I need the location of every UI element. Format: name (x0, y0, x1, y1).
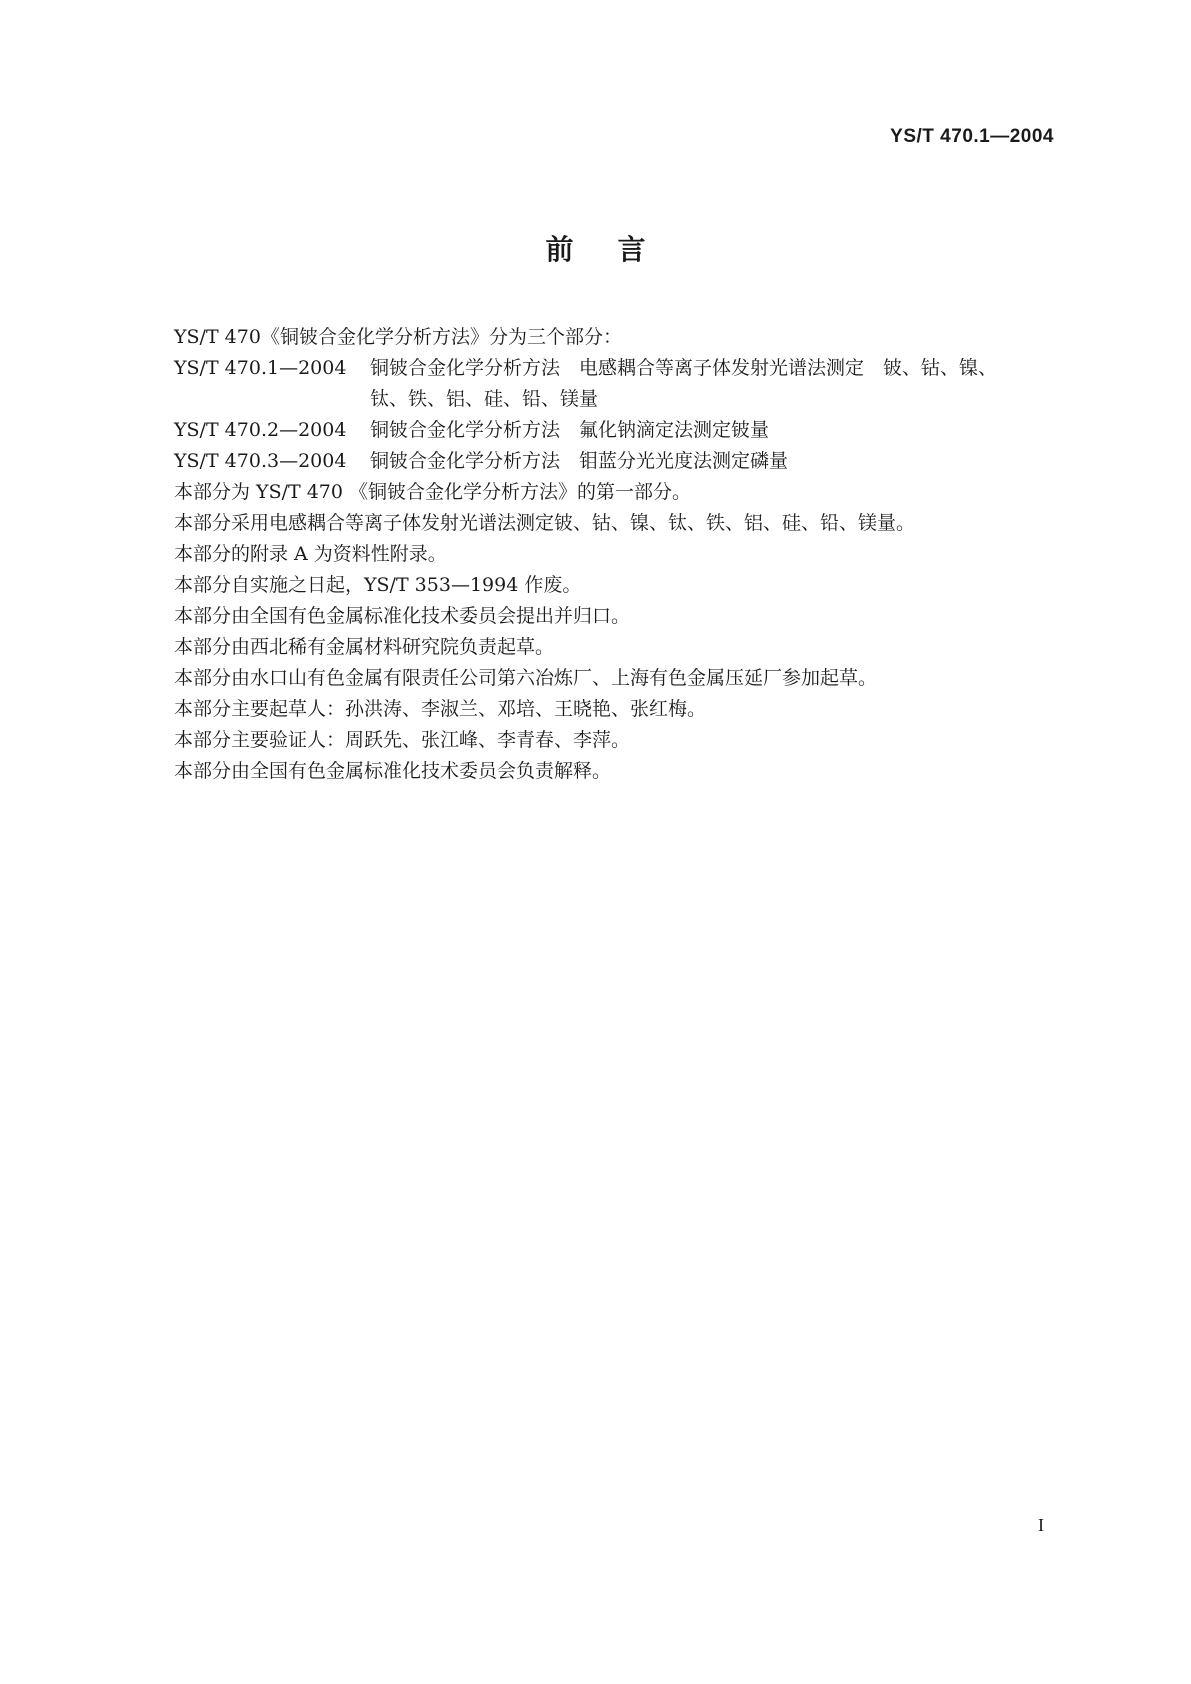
paragraph: 本部分由水口山有色金属有限责任公司第六冶炼厂、上海有色金属压延厂参加起草。 (174, 667, 878, 689)
paragraph: 本部分采用电感耦合等离子体发射光谱法测定铍、钴、镍、钛、铁、铝、硅、铅、镁量。 (174, 512, 916, 534)
part-entry-2 (174, 415, 1054, 446)
part-description (370, 353, 1054, 415)
paragraph: 本部分由全国有色金属标准化技术委员会负责解释。 (174, 760, 612, 782)
paragraph: 本部分的附录 A 为资料性附录。 (174, 543, 447, 565)
paragraph: 本部分主要起草人：孙洪涛、李淑兰、邓培、王晓艳、张红梅。 (174, 698, 707, 720)
part-code: YS/T 470.1—2004 (174, 357, 347, 379)
part-code: YS/T 470.2—2004 (174, 419, 347, 441)
part-entry-3 (174, 446, 1054, 477)
paragraph: 本部分由西北稀有金属材料研究院负责起草。 (174, 636, 555, 658)
part-code: YS/T 470.3—2004 (174, 450, 347, 472)
paragraph: 本部分主要验证人：周跃先、张江峰、李青春、李萍。 (174, 729, 631, 751)
part-description-line: 铜铍合金化学分析方法 电感耦合等离子体发射光谱法测定 铍、钴、镍、 (370, 357, 998, 379)
intro-paragraph: YS/T 470《铜铍合金化学分析方法》分为三个部分： (174, 326, 622, 348)
part-description-line: 钛、铁、铝、硅、铅、镁量 (370, 388, 599, 410)
standard-code-header: YS/T 470.1—2004 (890, 126, 1054, 147)
page-title: 前言 (545, 233, 690, 266)
part-entry-1 (174, 353, 1054, 415)
part-description: 铜铍合金化学分析方法 钼蓝分光光度法测定磷量 (370, 450, 789, 472)
foreword-body (174, 322, 1054, 787)
paragraph: 本部分为 YS/T 470 《铜铍合金化学分析方法》的第一部分。 (174, 481, 692, 503)
part-description: 铜铍合金化学分析方法 氟化钠滴定法测定铍量 (370, 419, 770, 441)
page-number: I (1038, 1515, 1044, 1535)
paragraph: 本部分由全国有色金属标准化技术委员会提出并归口。 (174, 605, 631, 627)
paragraph: 本部分自实施之日起，YS/T 353—1994 作废。 (174, 574, 582, 596)
